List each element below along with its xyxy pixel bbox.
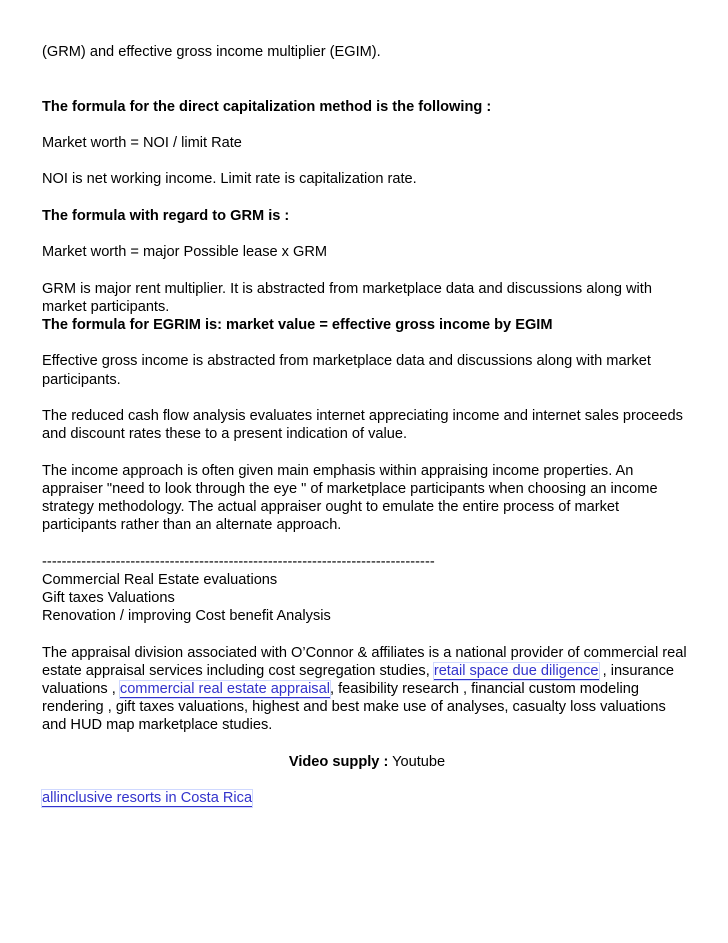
oconnor-text-1: The appraisal division associated with O’Connor & affiliates is a national provider of commercial real estate appraisal services including cost segregation studies, — [42, 644, 687, 679]
grm-paragraph: GRM is major rent multiplier. It is abstracted from marketplace data and discussions along with market participants. — [42, 280, 652, 315]
resorts-costa-rica-link[interactable]: allinclusive resorts in Costa Rica — [42, 790, 253, 807]
document-page — [42, 43, 692, 807]
intro-paragraph: (GRM) and effective gross income multiplier (EGIM). — [42, 44, 381, 60]
oconnor-text-3: , feasibility research , financial custom modeling rendering , gift taxes valuations, highest and best make use of analyses, casualty loss valuations and HUD map marketplace studies. — [42, 680, 666, 734]
commercial-appraisal-link[interactable]: commercial real estate appraisal — [119, 680, 330, 697]
oconnor-paragraph — [42, 644, 692, 735]
list-item: Gift taxes Valuations — [42, 589, 175, 606]
income-approach-paragraph: The income approach is often given main emphasis within appraising income properties. An appraiser "need to look through the eye " of marketplace participants when choosing an income strategy methodology. The actual appraiser ought to emulate the entire process of market participants rather than an alternate approach. — [42, 462, 658, 534]
video-source-line — [42, 753, 692, 771]
divider-rule: -------------------------------------------------------------------------------- — [42, 553, 435, 570]
heading-grm: The formula with regard to GRM is : — [42, 207, 290, 224]
video-source-value: Youtube — [392, 753, 446, 770]
formula-direct: Market worth = NOI / limit Rate — [42, 134, 242, 151]
cashflow-paragraph: The reduced cash flow analysis evaluates internet appreciating income and internet sales proceeds and discount rates these to a present indication of value. — [42, 407, 683, 443]
video-source-label: Video supply : — [288, 753, 389, 770]
retail-due-diligence-link[interactable]: retail space due diligence — [433, 662, 599, 679]
egi-paragraph: Effective gross income is abstracted from marketplace data and discussions along with market participants. — [42, 353, 651, 388]
noi-paragraph: NOI is net working income. Limit rate is capitalization rate. — [42, 171, 417, 188]
footer-line — [42, 789, 692, 807]
list-item: Commercial Real Estate evaluations — [42, 571, 278, 588]
formula-grm: Market worth = major Possible lease x GRM — [42, 244, 328, 261]
heading-direct-capitalization: The formula for the direct capitalization method is the following : — [42, 98, 492, 115]
heading-egrim: The formula for EGRIM is: market value = effective gross income by EGIM — [42, 316, 553, 333]
list-item: Renovation / improving Cost benefit Analysis — [42, 608, 331, 625]
oconnor-text-2: , insurance valuations , — [42, 662, 674, 697]
